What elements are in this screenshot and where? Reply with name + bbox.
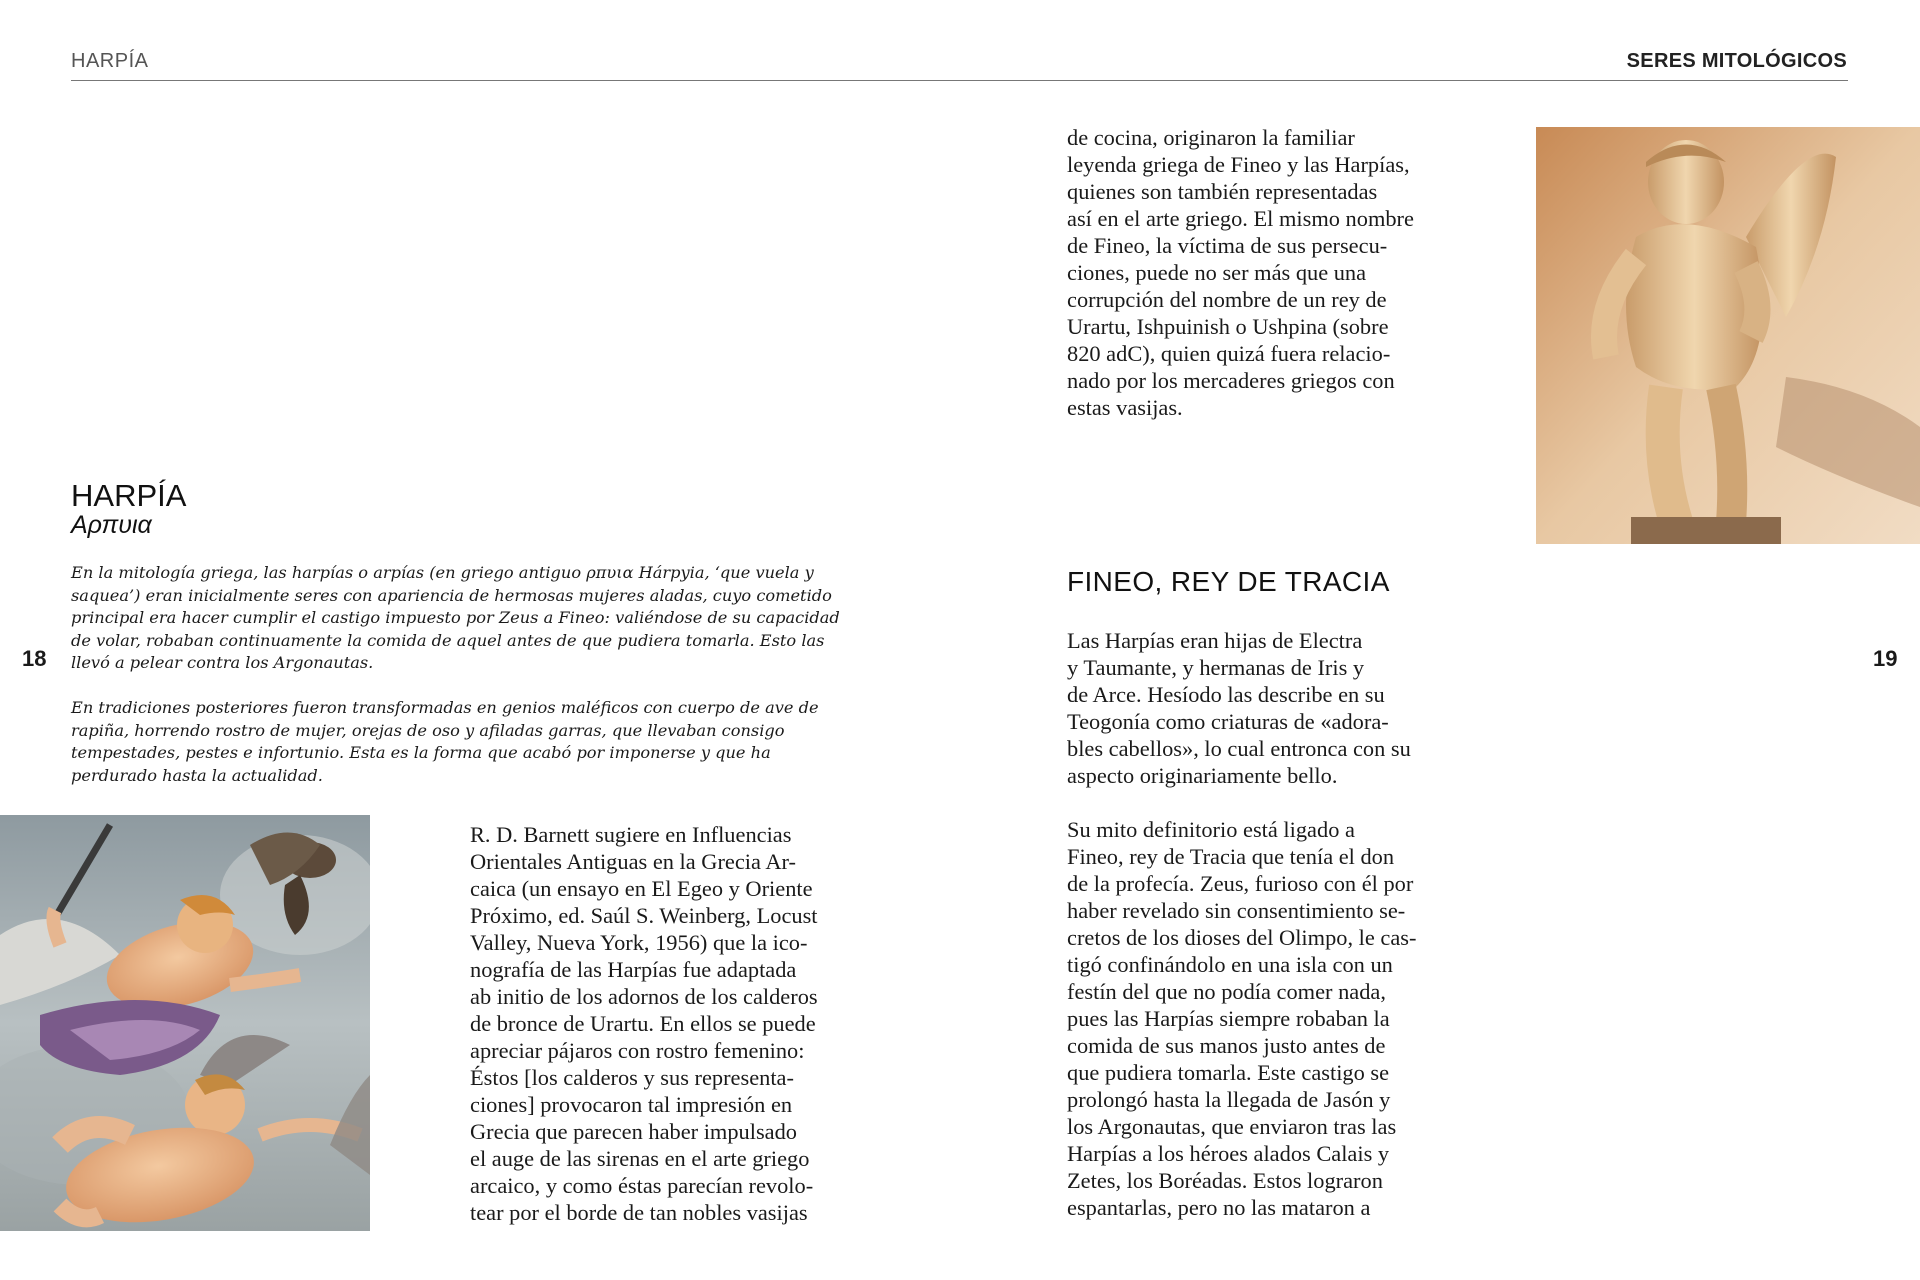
- body-column-right-top: de cocina, originaron la familiar leyenda griega de Fineo y las Harpías, quienes son también representadas así en el arte griego. El mismo nombre de Fineo, la víctima de sus persecu- ciones, puede no ser más que una corrupción del nombre de un rey de Urartu, Ishpuinish o Ushpina (sobre 820 adC), quien quizá fuera relacio- nado por los mercaderes griegos con estas vasijas.: [1067, 125, 1414, 420]
- section-heading-fineo: FINEO, REY DE TRACIA: [1067, 566, 1390, 597]
- header-divider: [71, 80, 1848, 81]
- page-number-left: 18: [22, 646, 47, 671]
- intro-text: [71, 562, 861, 809]
- running-header-left: HARPÍA: [71, 50, 149, 72]
- body-column-right-bottom: Las Harpías eran hijas de Electra y Taumante, y hermanas de Iris y de Arce. Hesíodo las describe en su Teogonía como criaturas de «adora- bles cabellos», lo cual entronca con su aspecto originariamente bello. Su mito definitorio está ligado a Fineo, rey de Tracia que tenía el don de la profecía. Zeus, furioso con él por haber revelado sin consentimiento se- cretos de los dioses del Olimpo, le cas- tigó confinándolo en una isla con un festín del que no podía comer nada, pues las Harpías siempre robaban la comida de sus manos justo antes de que pudiera tomarla. Este castigo se prolongó hasta la llegada de Jasón y los Argonautas, que enviaron tras las Harpías a los héroes alados Calais y Zetes, los Boréadas. Estos lograron espantarlas, pero no las mataron a: [1067, 628, 1417, 1220]
- running-header-right: SERES MITOLÓGICOS: [1626, 50, 1847, 72]
- article-title: HARPÍA: [71, 478, 187, 513]
- harpies-painting-image: [0, 815, 370, 1231]
- intro-paragraph: En la mitología griega, las harpías o arpías (en griego antiguo ρπυια Hárpyia, ‘que vuela y saquea’) eran inicialmente seres con apariencia de hermosas mujeres aladas, cuyo cometido principal era hacer cumplir el castigo impuesto por Zeus a Fineo: valiéndose de su capacidad de volar, robaban continuamente la comida de aquel antes de que pudiera tomarla. Esto las llevó a pelear contra los Argonautas.: [71, 563, 840, 673]
- harpy-statue-image: [1536, 127, 1920, 544]
- intro-paragraph: En tradiciones posteriores fueron transformadas en genios maléficos con cuerpo de ave de rapiña, horrendo rostro de mujer, orejas de oso y afiladas garras, que llevaban consigo tempestades, pestes e infortunio. Esta es la forma que acabó por imponerse y que ha perdurado hasta la actualidad.: [71, 697, 819, 785]
- body-column-left: R. D. Barnett sugiere en Influencias Orientales Antiguas en la Grecia Ar- caica (un ensayo en El Egeo y Oriente Próximo, ed. Saúl S. Weinberg, Locust Valley, Nueva York, 1956) que la ico- nografía de las Harpías fue adaptada ab initio de los adornos de los calderos de bronce de Urartu. En ellos se puede apreciar pájaros con rostro femenino: Éstos [los calderos y sus representa- ciones] provocaron tal impresión en Grecia que parecen haber impulsado el auge de las sirenas en el arte griego arcaico, y como éstas parecían revolo- tear por el borde de tan nobles vasijas: [470, 822, 818, 1225]
- article-subtitle-greek: Αρπυια: [71, 511, 152, 539]
- page-number-right: 19: [1873, 646, 1898, 671]
